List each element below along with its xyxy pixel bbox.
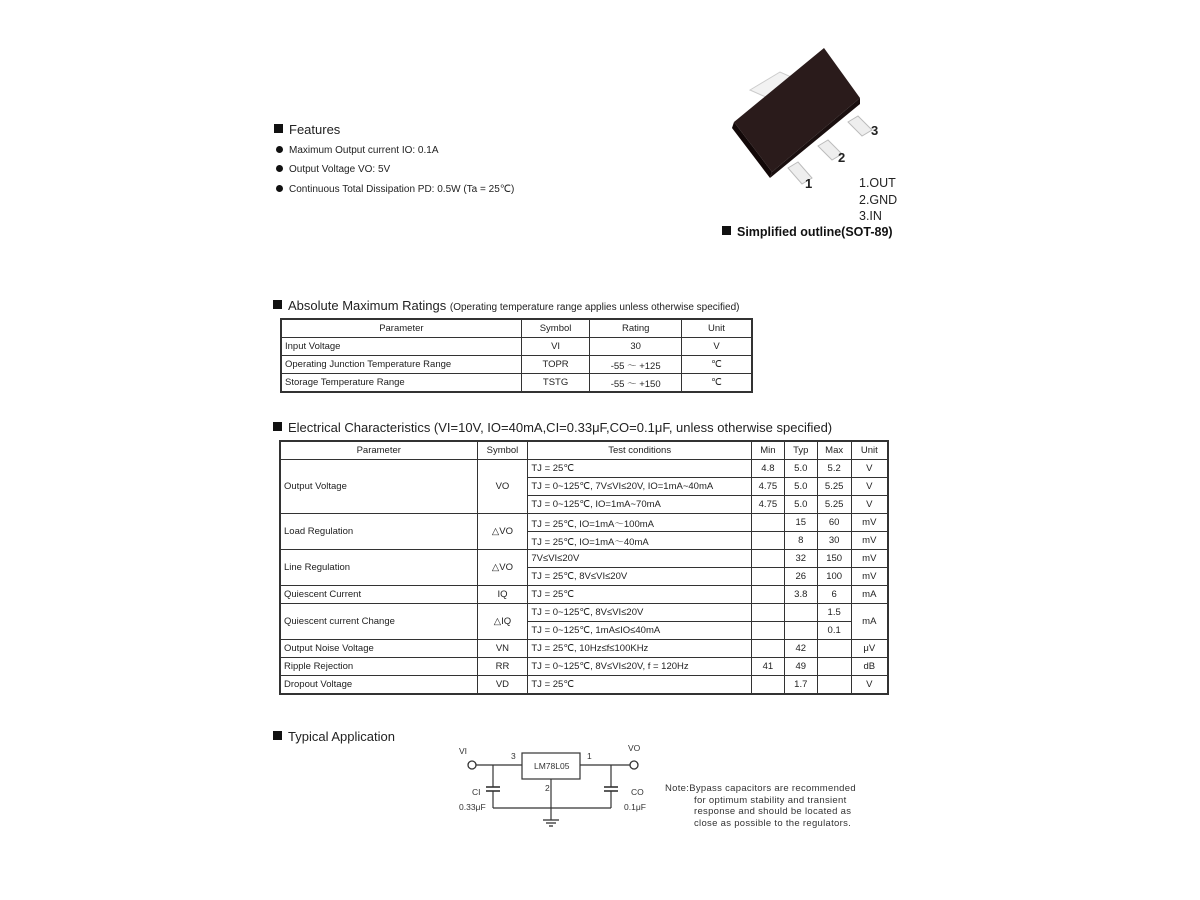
pin2-label: 2	[545, 783, 550, 793]
feature-item	[276, 184, 514, 195]
table-cell: TJ = 0~125℃, 8V≤VI≤20V, f = 120Hz	[528, 658, 752, 676]
table-cell: mV	[851, 550, 888, 568]
output-terminal-icon	[630, 761, 638, 769]
table-cell: TJ = 25℃, 10Hz≤f≤100KHz	[528, 640, 752, 658]
vo-label: VO	[628, 743, 641, 753]
abs-max-title: Absolute Maximum Ratings	[288, 298, 447, 313]
column-header: Symbol	[477, 441, 528, 460]
pin-number-label: 2	[838, 150, 846, 165]
table-cell: 7V≤VI≤20V	[528, 550, 752, 568]
table-cell	[751, 586, 784, 604]
table-cell: Output Voltage	[280, 460, 477, 514]
square-bullet-icon	[722, 226, 731, 235]
feature-item	[276, 164, 390, 175]
application-circuit-diagram	[455, 742, 655, 837]
table-cell: 41	[751, 658, 784, 676]
elec-heading	[273, 420, 832, 435]
bullet-icon	[276, 185, 283, 192]
table-cell	[817, 658, 851, 676]
column-header: Test conditions	[528, 441, 752, 460]
bullet-icon	[276, 146, 283, 153]
table-cell: μV	[851, 640, 888, 658]
column-header: Typ	[784, 441, 817, 460]
column-header: Max	[817, 441, 851, 460]
table-row	[280, 658, 888, 676]
table-cell: mA	[851, 586, 888, 604]
table-cell: 0.1	[817, 622, 851, 640]
feature-item	[276, 145, 439, 156]
table-cell: TJ = 25℃	[528, 586, 752, 604]
table-cell: V	[851, 496, 888, 514]
ground-icon	[543, 820, 559, 826]
feature-text: Maximum Output current IO: 0.1A	[289, 145, 439, 156]
pin3-label: 3	[511, 751, 516, 761]
table-cell: VO	[477, 460, 528, 514]
pin-gnd-label: 2.GND	[859, 192, 898, 207]
table-cell	[751, 622, 784, 640]
table-cell: 26	[784, 568, 817, 586]
application-title: Typical Application	[288, 729, 395, 744]
table-cell: 4.75	[751, 478, 784, 496]
pin-number-label: 3	[871, 123, 879, 138]
table-cell: V	[851, 478, 888, 496]
note-line: Note:Bypass capacitors are recommended	[665, 783, 856, 794]
table-cell: 8	[784, 532, 817, 550]
table-cell: 5.25	[817, 478, 851, 496]
table-cell	[751, 676, 784, 695]
features-heading	[274, 122, 340, 137]
table-cell: 42	[784, 640, 817, 658]
table-cell: RR	[477, 658, 528, 676]
table-cell: 30	[590, 338, 682, 356]
table-cell: TJ = 25℃	[528, 460, 752, 478]
table-cell: TOPR	[521, 356, 590, 374]
table-cell: 1.7	[784, 676, 817, 695]
table-cell: TJ = 0~125℃, 1mA≤IO≤40mA	[528, 622, 752, 640]
table-cell: TJ = 25℃, IO=1mA～100mA	[528, 514, 752, 532]
table-cell: Load Regulation	[280, 514, 477, 550]
table-cell: dB	[851, 658, 888, 676]
features-title: Features	[289, 122, 341, 137]
table-cell: TJ = 25℃, IO=1mA～40mA	[528, 532, 752, 550]
table-cell: 5.25	[817, 496, 851, 514]
column-header: Unit	[851, 441, 888, 460]
table-cell: 4.75	[751, 496, 784, 514]
table-cell: 3.8	[784, 586, 817, 604]
table-cell: VN	[477, 640, 528, 658]
table-cell: △IQ	[477, 604, 528, 640]
table-cell: 5.2	[817, 460, 851, 478]
table-cell: 150	[817, 550, 851, 568]
table-cell: TJ = 0~125℃, 7V≤VI≤20V, IO=1mA~40mA	[528, 478, 752, 496]
table-cell	[784, 604, 817, 622]
application-heading	[273, 729, 395, 744]
table-cell: mV	[851, 532, 888, 550]
table-cell: Quiescent current Change	[280, 604, 477, 640]
table-row	[280, 640, 888, 658]
package-caption	[722, 225, 893, 239]
table-cell: 49	[784, 658, 817, 676]
table-cell: V	[851, 460, 888, 478]
ci-label: CI	[472, 787, 481, 797]
square-bullet-icon	[274, 124, 283, 133]
bullet-icon	[276, 165, 283, 172]
table-cell: TJ = 0~125℃, IO=1mA~70mA	[528, 496, 752, 514]
column-header: Parameter	[280, 441, 477, 460]
table-row	[280, 676, 888, 695]
table-cell: TJ = 25℃, 8V≤VI≤20V	[528, 568, 752, 586]
table-cell: V	[681, 338, 752, 356]
table-row	[280, 604, 888, 622]
table-row	[281, 338, 752, 356]
table-header-row	[281, 319, 752, 338]
note-line: close as possible to the regulators.	[694, 817, 852, 829]
co-label: CO	[631, 787, 644, 797]
table-cell: Dropout Voltage	[280, 676, 477, 695]
table-cell: TJ = 25℃	[528, 676, 752, 695]
square-bullet-icon	[273, 422, 282, 431]
table-cell	[817, 676, 851, 695]
abs-max-table	[280, 318, 753, 393]
table-cell	[751, 640, 784, 658]
table-row	[281, 356, 752, 374]
elec-title: Electrical Characteristics (VI=10V, IO=40mA,CI=0.33μF,CO=0.1μF, unless otherwise specified)	[288, 420, 833, 435]
table-cell: mA	[851, 604, 888, 640]
table-cell: 15	[784, 514, 817, 532]
table-cell: Output Noise Voltage	[280, 640, 477, 658]
table-row	[281, 374, 752, 393]
table-cell	[751, 568, 784, 586]
pin-list	[859, 175, 897, 225]
table-row	[280, 460, 888, 478]
table-row	[280, 550, 888, 568]
feature-text: Output Voltage VO: 5V	[289, 164, 391, 175]
table-cell: V	[851, 676, 888, 695]
vi-label: VI	[459, 746, 468, 756]
table-cell: 6	[817, 586, 851, 604]
column-header: Rating	[590, 319, 682, 338]
table-cell: TJ = 0~125℃, 8V≤VI≤20V	[528, 604, 752, 622]
table-cell: VI	[521, 338, 590, 356]
table-cell: Ripple Rejection	[280, 658, 477, 676]
feature-text: Continuous Total Dissipation PD: 0.5W (Ta = 25℃)	[289, 184, 515, 195]
table-cell: 5.0	[784, 460, 817, 478]
table-cell: 32	[784, 550, 817, 568]
table-cell: 30	[817, 532, 851, 550]
table-cell: 100	[817, 568, 851, 586]
table-cell: Line Regulation	[280, 550, 477, 586]
table-cell: 60	[817, 514, 851, 532]
electrical-characteristics-table	[279, 440, 889, 695]
note-line: response and should be located as	[694, 806, 852, 817]
table-cell	[817, 640, 851, 658]
table-cell	[751, 604, 784, 622]
table-cell	[784, 622, 817, 640]
table-cell: VD	[477, 676, 528, 695]
table-cell: ℃	[681, 374, 752, 393]
pin-out-label: 1.OUT	[859, 176, 896, 190]
column-header: Unit	[681, 319, 752, 338]
table-cell: mV	[851, 514, 888, 532]
table-cell: Operating Junction Temperature Range	[281, 356, 521, 374]
regulator-label: LM78L05	[534, 761, 570, 771]
column-header: Min	[751, 441, 784, 460]
table-header-row	[280, 441, 888, 460]
table-cell: Quiescent Current	[280, 586, 477, 604]
table-cell: Storage Temperature Range	[281, 374, 521, 393]
ci-value-label: 0.33μF	[459, 802, 486, 812]
note-line: for optimum stability and transient	[694, 794, 847, 806]
table-cell: -55 ～ +125	[590, 356, 682, 374]
table-cell	[751, 514, 784, 532]
abs-max-heading	[273, 298, 739, 313]
table-cell: △VO	[477, 550, 528, 586]
input-terminal-icon	[468, 761, 476, 769]
table-cell: 1.5	[817, 604, 851, 622]
table-cell: 4.8	[751, 460, 784, 478]
table-cell: 5.0	[784, 478, 817, 496]
table-cell: -55 ～ +150	[590, 374, 682, 393]
table-cell: Input Voltage	[281, 338, 521, 356]
abs-max-note: (Operating temperature range applies unless otherwise specified)	[449, 302, 740, 313]
square-bullet-icon	[273, 300, 282, 309]
column-header: Parameter	[281, 319, 521, 338]
table-cell	[751, 532, 784, 550]
pin-number-label: 1	[805, 176, 813, 191]
square-bullet-icon	[273, 731, 282, 740]
table-cell: IQ	[477, 586, 528, 604]
application-note	[665, 783, 856, 829]
table-cell: ℃	[681, 356, 752, 374]
table-row	[280, 514, 888, 532]
pin1-label: 1	[587, 751, 592, 761]
column-header: Symbol	[521, 319, 590, 338]
table-cell: △VO	[477, 514, 528, 550]
table-cell: mV	[851, 568, 888, 586]
table-row	[280, 586, 888, 604]
table-cell: TSTG	[521, 374, 590, 393]
package-caption-text: Simplified outline(SOT-89)	[737, 225, 893, 239]
co-value-label: 0.1μF	[624, 802, 646, 812]
pin-in-label: 3.IN	[859, 209, 882, 223]
table-cell: 5.0	[784, 496, 817, 514]
table-cell	[751, 550, 784, 568]
